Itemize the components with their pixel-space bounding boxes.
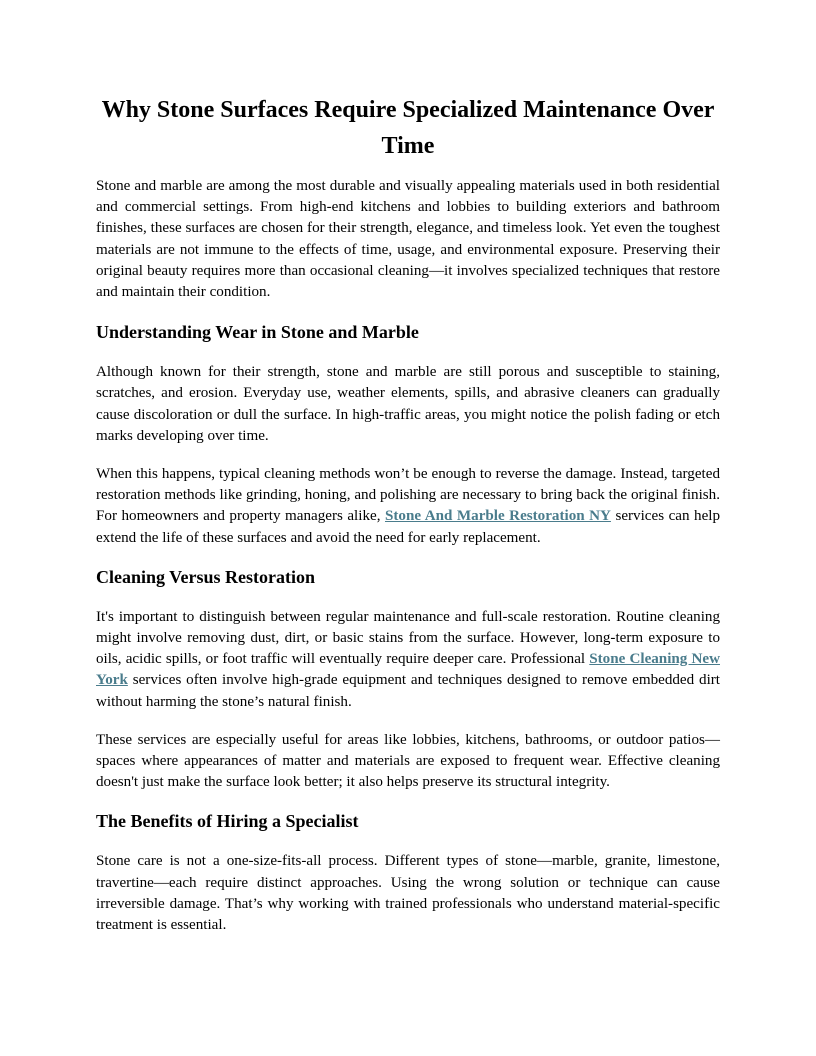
- cleaning-paragraph-1: [96, 607, 720, 713]
- wear-paragraph-2-text-after: services can help extend the life of these surfaces and avoid the need for early replacement.: [96, 508, 721, 546]
- stone-marble-restoration-link[interactable]: Stone And Marble Restoration NY: [384, 508, 611, 525]
- section-heading-wear: Understanding Wear in Stone and Marble: [96, 322, 419, 343]
- intro-paragraph: Stone and marble are among the most durable and visually appealing materials used in both residential and commercial settings. From high-end kitchens and lobbies to building exteriors and bathroom finishes, these surfaces are chosen for their strength, elegance, and timeless look. Yet even the toughest materials are not immune to the effects of time, usage, and environmental exposure. Preserving their original beauty requires more than occasional cleaning—it involves specialized techniques that restore and maintain their condition.: [96, 178, 720, 301]
- stone-cleaning-link[interactable]: Stone Cleaning New York: [96, 651, 720, 689]
- section-heading-cleaning: Cleaning Versus Restoration: [96, 566, 316, 587]
- document-title: Why Stone Surfaces Require Specialized Maintenance Over Time: [101, 97, 715, 159]
- document-page: [96, 92, 720, 953]
- section-heading-specialist: The Benefits of Hiring a Specialist: [96, 811, 359, 832]
- wear-paragraph-2: [96, 464, 720, 549]
- cleaning-paragraph-1-text-after: services often involve high-grade equipment and techniques designed to remove embedded dirt without harming the stone’s natural finish.: [96, 672, 720, 710]
- wear-paragraph-1: Although known for their strength, stone and marble are still porous and susceptible to staining, scratches, and erosion. Everyday use, weather elements, spills, and abrasive cleaners can gradually cause discoloration or dull the surface. In high-traffic areas, you might notice the polish fading or etch marks developing over time.: [96, 364, 720, 444]
- specialist-paragraph-1: Stone care is not a one-size-fits-all process. Different types of stone—marble, granite, limestone, travertine—each require distinct approaches. Using the wrong solution or technique can cause irreversible damage. That’s why working with trained professionals who understand material-specific treatment is essential.: [96, 853, 720, 934]
- cleaning-paragraph-2: These services are especially useful for areas like lobbies, kitchens, bathrooms, or outdoor patios—spaces where appearances of matter and materials are exposed to frequent wear. Effective cleaning doesn't just make the surface look better; it also helps preserve its structural integrity.: [96, 731, 720, 791]
- cleaning-paragraph-1-text-before: It's important to distinguish between regular maintenance and full-scale restoration. Routine cleaning might involve removing dust, dirt, or basic stains from the surface. However, long-term exposure to oils, acidic spills, or foot traffic will eventually require deeper care. Professional: [96, 608, 720, 668]
- wear-paragraph-2-text-before: When this happens, typical cleaning methods won’t be enough to reverse the damage. Instead, targeted restoration methods like grinding, honing, and polishing are necessary to bring back the original finish. For homeowners and property managers alike,: [96, 466, 720, 525]
